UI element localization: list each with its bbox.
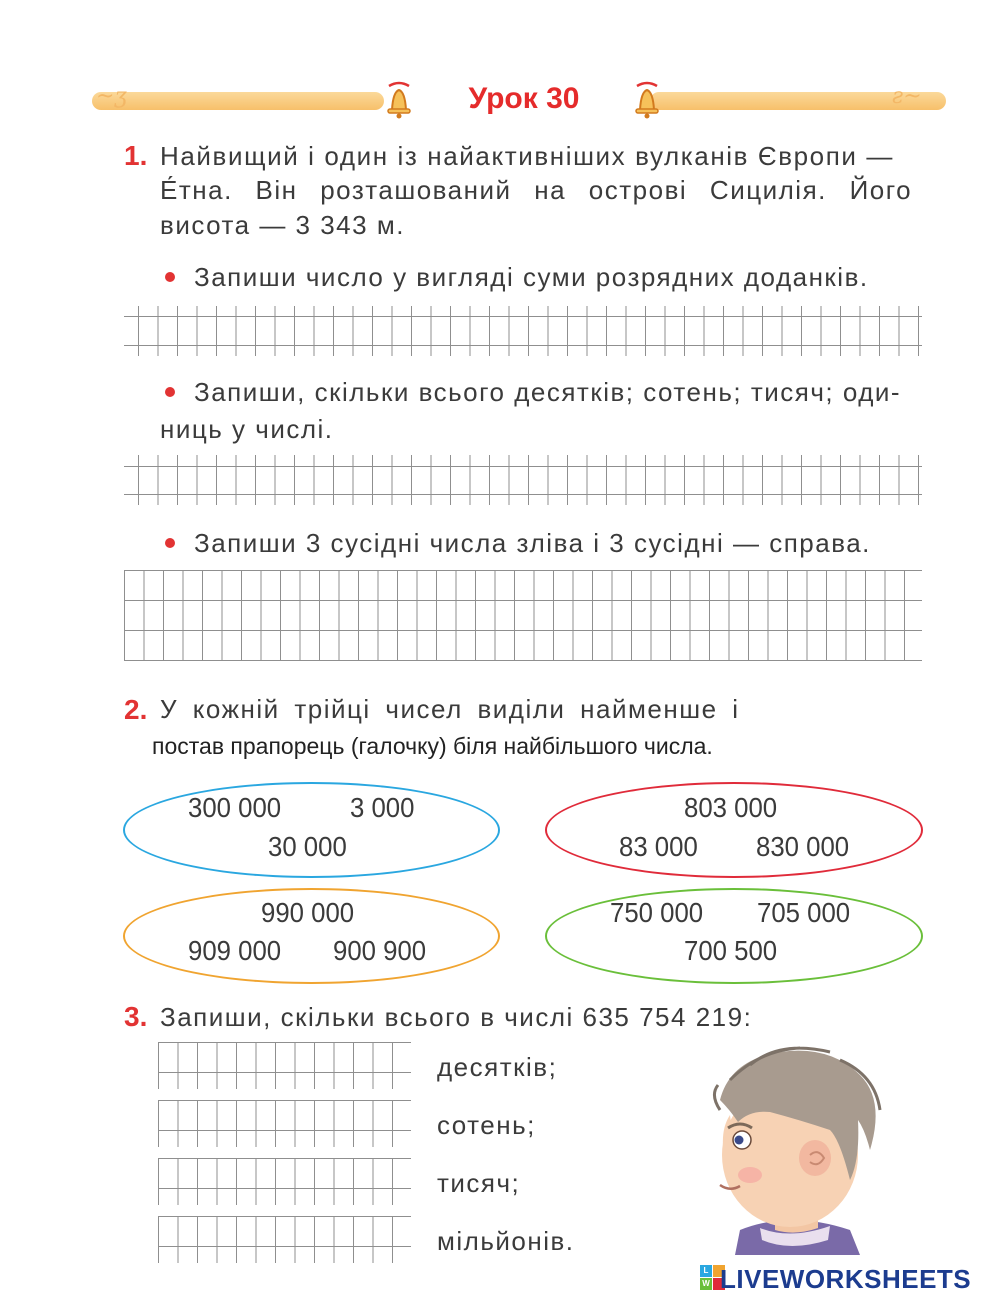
answer-field-1[interactable]: [138, 306, 922, 356]
bell-icon-left: [381, 80, 417, 120]
number-909000[interactable]: 909 000: [188, 935, 282, 966]
task3-number: 3.: [124, 1001, 148, 1032]
answer-field-3[interactable]: [124, 570, 922, 661]
bullet-icon: [165, 538, 175, 548]
header-band-left: [92, 92, 384, 110]
task2-text-line2: постав прапорець (галочку) біля найбільшого числа.: [152, 733, 713, 759]
bullet-icon: [165, 387, 175, 397]
task2-number: 2.: [124, 694, 148, 725]
task1-bullet2-text-line1: Запиши, скільки всього десятків; сотень; тисяч; оди-: [194, 377, 902, 407]
number-803000[interactable]: 803 000: [684, 792, 778, 823]
boy-illustration: [690, 1040, 890, 1255]
number-30000[interactable]: 30 000: [268, 831, 347, 862]
number-900900[interactable]: 900 900: [333, 935, 427, 966]
answer-field-hundreds[interactable]: [158, 1100, 411, 1147]
task1-text-line2: Е́тна. Він розташований на острові Сицилія. Його: [160, 175, 913, 205]
task1-text-line1: Найвищий і один із найактивніших вулканів Європи —: [160, 141, 894, 171]
answer-field-2[interactable]: [138, 455, 922, 505]
label-hundreds: сотень;: [437, 1110, 536, 1140]
task1-bullet2-text-line2: ниць у числі.: [160, 414, 334, 444]
number-830000[interactable]: 830 000: [756, 831, 850, 862]
header-swirl-right-icon: ƨ~: [892, 84, 922, 109]
number-700500[interactable]: 700 500: [684, 935, 778, 966]
number-83000[interactable]: 83 000: [619, 831, 698, 862]
number-3000[interactable]: 3 000: [350, 792, 415, 823]
number-750000[interactable]: 750 000: [610, 897, 704, 928]
task1-bullet3-text: Запиши 3 сусідні числа зліва і 3 сусідні — справа.: [194, 528, 871, 558]
number-990000[interactable]: 990 000: [261, 897, 355, 928]
brand-logo-text[interactable]: LIVEWORKSHEETS: [720, 1264, 972, 1294]
label-tens: десятків;: [437, 1052, 558, 1082]
bullet-icon: [165, 272, 175, 282]
bell-icon-right: [629, 80, 665, 120]
label-millions: мільйонів.: [437, 1226, 575, 1256]
answer-field-thousands[interactable]: [158, 1158, 411, 1205]
answer-field-millions[interactable]: [158, 1216, 411, 1263]
answer-field-tens[interactable]: [158, 1042, 411, 1089]
label-thousands: тисяч;: [437, 1168, 521, 1198]
logo-block-icon: L: [700, 1265, 712, 1277]
number-300000[interactable]: 300 000: [188, 792, 282, 823]
task1-bullet1-text: Запиши число у вигляді суми розрядних доданків.: [194, 262, 869, 292]
task3-prompt: Запиши, скільки всього в числі 635 754 219:: [160, 1002, 753, 1032]
header-swirl-left-icon: ~ʒ: [96, 84, 127, 109]
number-group-oval-blue: [123, 782, 500, 878]
task2-text-line1: У кожній трійці чисел виділи найменше і: [160, 694, 740, 724]
logo-block-icon: W: [700, 1278, 712, 1290]
task1-number: 1.: [124, 140, 148, 171]
lesson-title: Урок 30: [468, 82, 580, 115]
task1-text-line3: висота — 3 343 м.: [160, 210, 405, 240]
number-705000[interactable]: 705 000: [757, 897, 851, 928]
